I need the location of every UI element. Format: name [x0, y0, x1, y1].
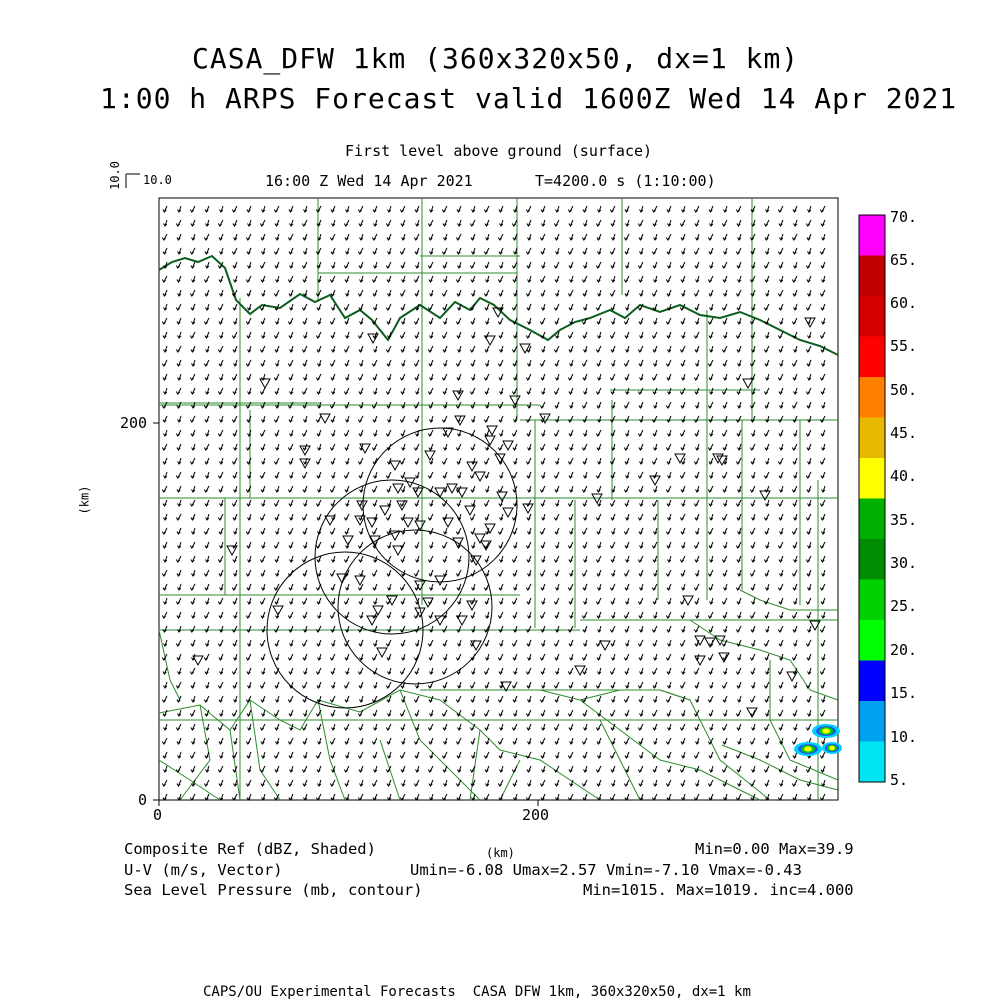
y-tick-200: 200 [120, 414, 148, 432]
colorbar-label: 70. [890, 208, 918, 226]
colorbar-swatch [859, 215, 885, 256]
colorbar-swatch [859, 620, 885, 661]
colorbar-label: 30. [890, 554, 918, 572]
colorbar-label: 25. [890, 597, 918, 615]
colorbar-swatch [859, 701, 885, 742]
colorbar-swatch [859, 377, 885, 418]
colorbar-swatch [859, 661, 885, 702]
colorbar-label: 65. [890, 251, 918, 269]
colorbar-label: 5. [890, 771, 909, 789]
colorbar-swatch [859, 337, 885, 378]
colorbar-swatch [859, 539, 885, 580]
colorbar-swatch [859, 296, 885, 337]
colorbar-swatch [859, 256, 885, 297]
x-axis-unit: (km) [486, 846, 515, 860]
footer-field-2: U-V (m/s, Vector) [124, 861, 283, 879]
credit-line: CAPS/OU Experimental Forecasts CASA DFW 1km, 360x320x50, dx=1 km [203, 984, 751, 1000]
level-label: First level above ground (surface) [345, 142, 653, 160]
colorbar-swatch [859, 458, 885, 499]
footer-stats-3: Min=1015. Max=1019. inc=4.000 [583, 881, 854, 899]
colorbar-label: 10. [890, 728, 918, 746]
title-line-2: 1:00 h ARPS Forecast valid 1600Z Wed 14 Apr 2021 [100, 82, 958, 115]
footer-field-3: Sea Level Pressure (mb, contour) [124, 881, 423, 899]
vector-key [126, 174, 140, 188]
colorbar-swatch [859, 742, 885, 783]
vector-key-vertical: 10.0 [108, 161, 122, 190]
colorbar-label: 60. [890, 294, 918, 312]
colorbar-label: 50. [890, 381, 918, 399]
plot-frame [159, 198, 838, 800]
footer-stats-1: Min=0.00 Max=39.9 [695, 840, 854, 858]
colorbar-label: 45. [890, 424, 918, 442]
x-tick-200: 200 [522, 806, 550, 824]
colorbar [859, 215, 885, 782]
model-time-label: T=4200.0 s (1:10:00) [535, 172, 716, 190]
vector-key-horizontal: 10.0 [143, 173, 172, 187]
colorbar-label: 40. [890, 467, 918, 485]
valid-time-label: 16:00 Z Wed 14 Apr 2021 [265, 172, 473, 190]
footer-stats-2: Umin=-6.08 Umax=2.57 Vmin=-7.10 Vmax=-0.43 [410, 861, 802, 879]
colorbar-label: 20. [890, 641, 918, 659]
y-tick-0: 0 [138, 791, 148, 809]
colorbar-swatch [859, 499, 885, 540]
echo-35dbz [804, 747, 812, 752]
colorbar-label: 55. [890, 337, 918, 355]
colorbar-swatch [859, 580, 885, 621]
echo-35dbz [829, 746, 835, 750]
colorbar-label: 35. [890, 511, 918, 529]
title-line-1: CASA_DFW 1km (360x320x50, dx=1 km) [192, 42, 800, 75]
y-axis-unit: (km) [77, 485, 92, 515]
footer-field-1: Composite Ref (dBZ, Shaded) [124, 840, 376, 858]
colorbar-label: 15. [890, 684, 918, 702]
colorbar-swatch [859, 418, 885, 459]
echo-35dbz [822, 729, 830, 734]
x-tick-0: 0 [153, 806, 163, 824]
